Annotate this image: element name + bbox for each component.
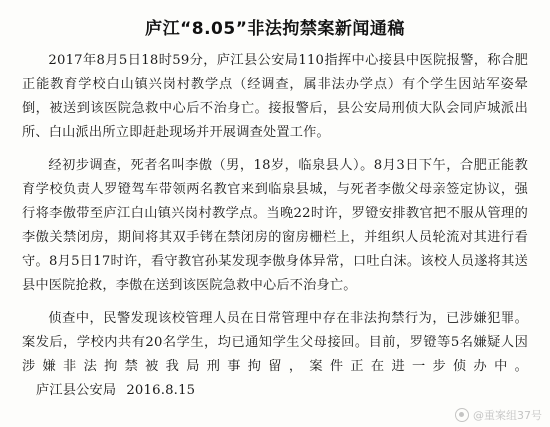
weibo-logo-icon: [455, 408, 469, 422]
paragraph-investigation: 经初步调查，死者名叫李傲（男，18岁，临泉县人）。8月3日下午，合肥正能教育学校负责人罗镫驾车带领两名教官来到临泉县城，与死者李傲父母亲签定协议，强行将李傲带至庐江白山镇兴岗村教学点。当晚22时许，罗镫安排教官把不服从管理的李傲关禁闭房，期间将其双手铐在禁闭房的窗房栅栏上，并组织人员轮流对其进行看守。8月5日17时许，看守教官孙某发现李傲身体异常，口吐白沫。该校人员遂将其送县中医院抢救，李傲在送到该医院急救中心后不治身亡。: [22, 158, 528, 293]
paragraph-detention-text: 侦查中，民警发现该校管理人员在日常管理中存在非法拘禁行为，已涉嫌犯罪。案发后，学校内共有20名学生，均已通知学生父母接回。目前，罗镫等5名嫌疑人因涉嫌非法拘禁被我局刑事拘留，案件正在进一步侦办中。: [22, 311, 528, 374]
watermark-text: @重案组37号: [473, 409, 542, 422]
signoff: [22, 383, 195, 398]
document-title: 庐江“8.05”非法拘禁案新闻通稿: [145, 19, 405, 39]
paragraph-report: 2017年8月5日18时59分，庐江县公安局110指挥中心接县中医院报警，称合肥正能教育学校白山镇兴岗村教学点（经调查，属非法办学点）有个学生因站军姿晕倒，被送到该医院急救中心后不治身亡。接报警后，县公安局刑侦大队会同庐城派出所、白山派出所立即赶赴现场并开展调查处置工作。: [22, 53, 528, 140]
signoff-date: 2016.8.15: [126, 383, 196, 398]
paragraph-detention: [22, 307, 528, 403]
signoff-organization: 庐江县公安局: [36, 383, 117, 398]
watermark: [455, 407, 542, 423]
